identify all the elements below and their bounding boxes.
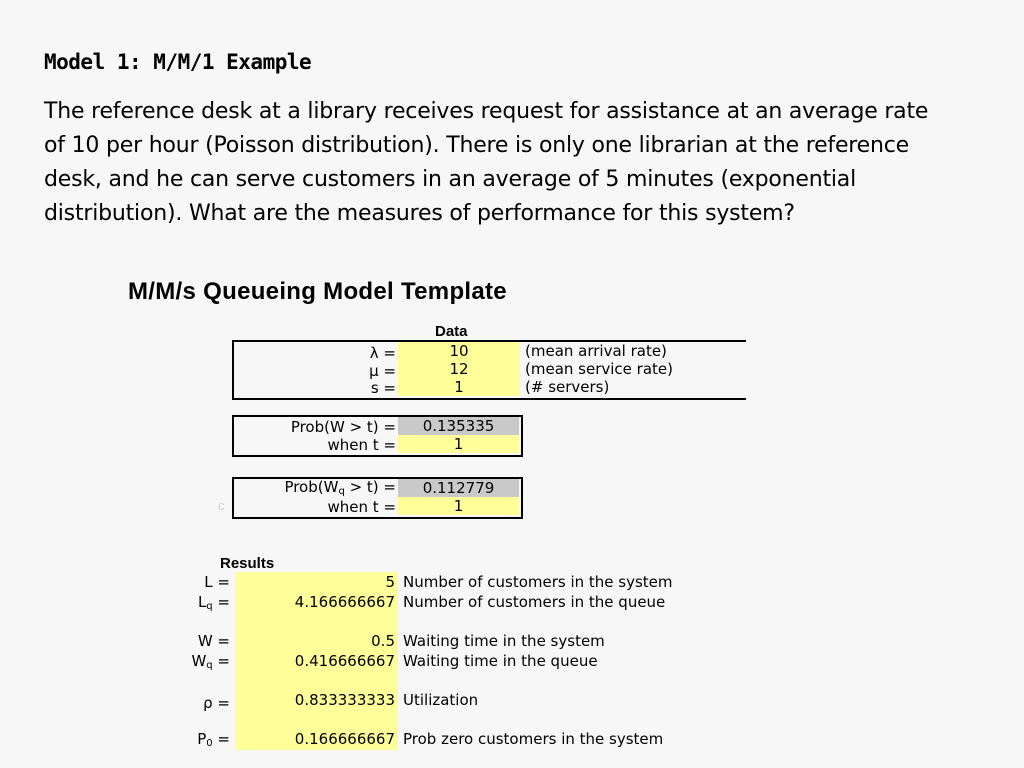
prob-wq-t-label: when t =: [327, 498, 396, 516]
mu-label: μ =: [369, 362, 396, 380]
result-rho-label: ρ =: [203, 694, 230, 712]
servers-label: s =: [370, 379, 396, 397]
result-P0-label: $P_0$ =: [197, 730, 230, 749]
result-Lq-value: 4.166666667: [294, 593, 395, 611]
prob-w-value: 0.135335: [422, 417, 495, 435]
lambda-desc: (mean arrival rate): [525, 342, 667, 360]
result-L-desc: Number of customers in the system: [403, 573, 673, 591]
servers-desc: (# servers): [525, 378, 610, 396]
problem-statement: The reference desk at a library receives request for assistance at an average rate of 10 per hour (Poisson distribution). There is only one librarian at the reference desk, and he can serve customers in an average of 5 minutes (exponential distribution). What are the measures of performance for this system?: [44, 99, 929, 226]
results-header: Results: [220, 555, 275, 572]
result-L-label: L =: [204, 573, 230, 591]
prob-wq-value: 0.112779: [422, 479, 495, 497]
prob-w-label: Prob(W > t) =: [290, 418, 396, 436]
result-Lq-label: $L_q$ =: [197, 593, 230, 612]
result-W-value: 0.5: [371, 632, 395, 650]
result-Lq-desc: Number of customers in the queue: [403, 593, 666, 611]
result-P0-value: 0.166666667: [294, 730, 395, 748]
result-L-value: 5: [385, 573, 395, 591]
prob-w-t-label: when t =: [327, 436, 396, 454]
result-P0-desc: Prob zero customers in the system: [403, 730, 664, 748]
mu-desc: (mean service rate): [525, 360, 673, 378]
mu-value[interactable]: 12: [449, 360, 469, 378]
prob-w-t-value[interactable]: 1: [453, 435, 464, 453]
result-rho-value: 0.833333333: [294, 691, 395, 709]
faint-mark: c: [218, 498, 225, 513]
result-W-desc: Waiting time in the system: [403, 632, 605, 650]
template-title: M/M/s Queueing Model Template: [128, 278, 507, 305]
slide-title: Model 1: M/M/1 Example: [44, 50, 312, 74]
result-Wq-desc: Waiting time in the queue: [403, 652, 598, 670]
servers-value[interactable]: 1: [454, 378, 464, 396]
result-Wq-label: $W_q$ =: [191, 652, 230, 671]
result-Wq-value: 0.416666667: [294, 652, 395, 670]
prob-wq-t-value[interactable]: 1: [453, 497, 464, 515]
data-header: Data: [435, 323, 468, 340]
lambda-label: λ =: [369, 344, 396, 362]
result-rho-desc: Utilization: [403, 691, 479, 709]
prob-wq-label: $Prob(W_q > t)$ =: [284, 478, 396, 497]
lambda-value[interactable]: 10: [449, 342, 469, 360]
result-W-label: W =: [197, 632, 230, 650]
